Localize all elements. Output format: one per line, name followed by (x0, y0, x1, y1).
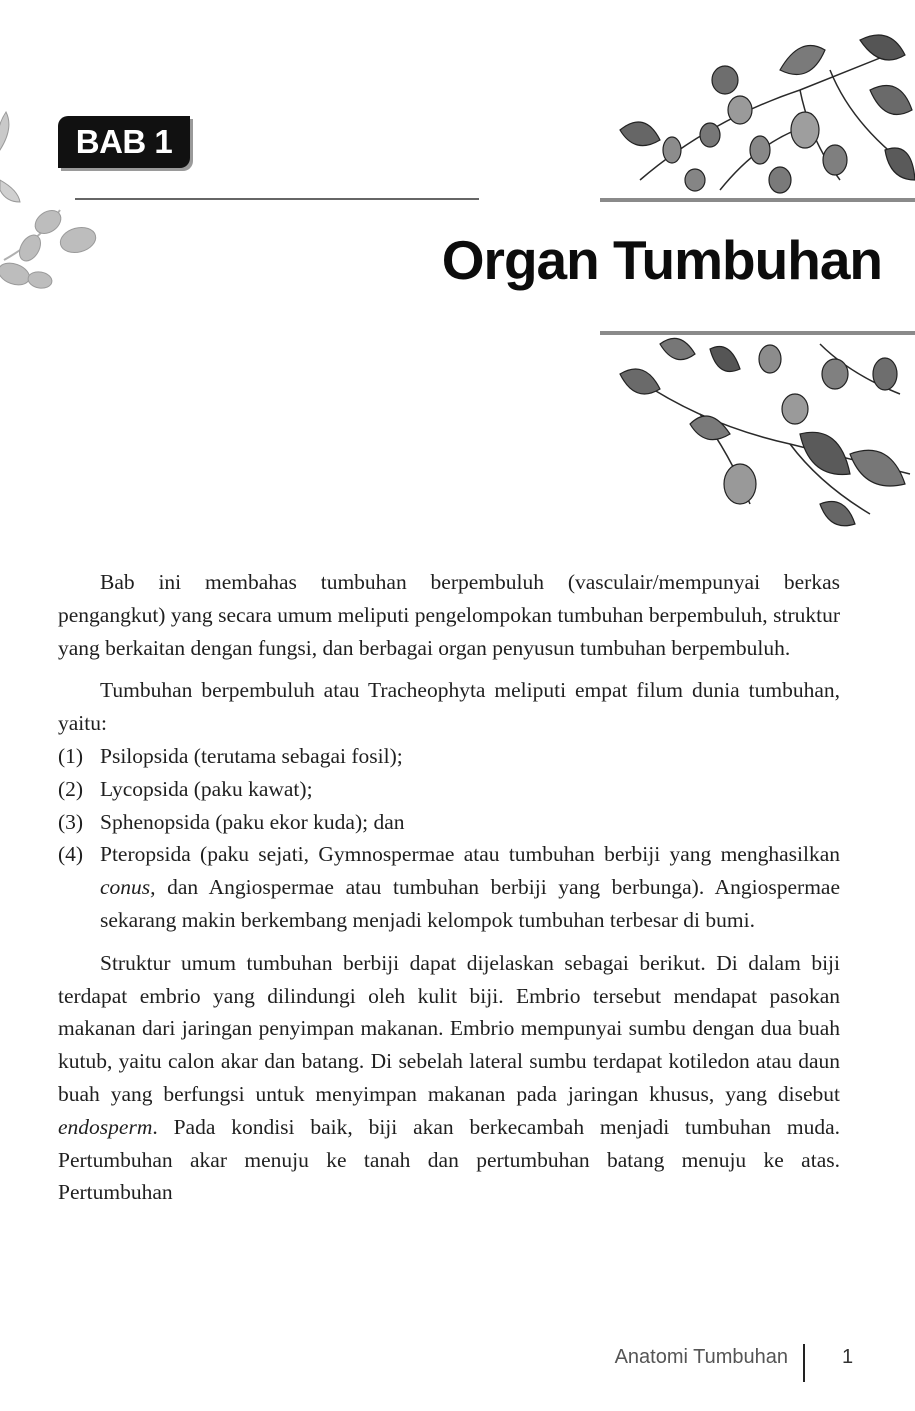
chapter-body (58, 566, 840, 1209)
footer-divider (803, 1344, 805, 1382)
list-item-number: (3) (58, 809, 84, 834)
list-item-text: Pteropsida (paku sejati, Gymnospermae atau tumbuhan berbiji yang menghasilkan (100, 842, 840, 867)
italic-term: endosperm (58, 1114, 153, 1139)
leaf-branch-icon (600, 30, 915, 202)
list-item-text-continued: dan Angiospermae atau tumbuhan berbiji yang berbunga). Angiospermae sekarang makin berkembang menjadi kelompok tumbuhan terbesar di bumi. (100, 875, 840, 932)
page-number: 1 (842, 1346, 854, 1368)
paragraph-tracheophyta: Tumbuhan berpembuluh atau Tracheophyta meliputi empat filum dunia tumbuhan, yaitu: (58, 678, 840, 736)
leaf-branch-icon (600, 334, 915, 534)
list-item-text: Lycopsida (paku kawat); (100, 776, 313, 801)
list-item-number: (1) (58, 743, 84, 768)
list-item-number: (4) (58, 842, 84, 867)
list-item (58, 806, 840, 839)
list-item-text: Psilopsida (terutama sebagai fosil); (100, 743, 403, 768)
list-item-italic-term: conus, (100, 875, 156, 900)
list-item (58, 773, 840, 806)
chapter-title: Organ Tumbuhan (441, 229, 882, 291)
footer-book-title: Anatomi Tumbuhan (614, 1346, 788, 1368)
chapter-badge-label: BAB 1 (75, 123, 173, 160)
list-item-number: (2) (58, 776, 84, 801)
phyla-list (58, 740, 840, 937)
list-item-text: Sphenopsida (paku ekor kuda); dan (100, 809, 405, 834)
paragraph-text-continued: . Pada kondisi baik, biji akan berkecambah menjadi tumbuhan muda. Pertumbuhan akar menuju ke tanah dan pertumbuhan batang menuju ke atas. Pertumbuhan (58, 1114, 840, 1205)
paragraph-text: Struktur umum tumbuhan berbiji dapat dijelaskan sebagai berikut. Di dalam biji terdapat embrio yang dilindungi oleh kulit biji. Embrio tersebut mendapat pasokan makanan dari jaringan penyimpan makanan. Embrio mempunyai sumbu dengan dua buah kutub, yaitu calon akar dan batang. Di sebelah lateral sumbu terdapat kotiledon atau daun buah yang berfungsi untuk menyimpan makanan pada jaringan khusus, yang disebut (58, 950, 840, 1106)
header-rule-left (75, 198, 479, 200)
list-item (58, 838, 840, 936)
list-item (58, 740, 840, 773)
paragraph-intro: Bab ini membahas tumbuhan berpembuluh (vasculair/mempunyai berkas pengangkut) yang secara umum meliputi pengelompokan tumbuhan berpembuluh, struktur yang berkaitan dengan fungsi, dan berbagai organ penyusun tumbuhan berpembuluh. (58, 570, 840, 660)
paragraph-seed-structure (58, 947, 840, 1209)
chapter-badge (58, 116, 190, 168)
header-rule-right-top (600, 198, 915, 202)
